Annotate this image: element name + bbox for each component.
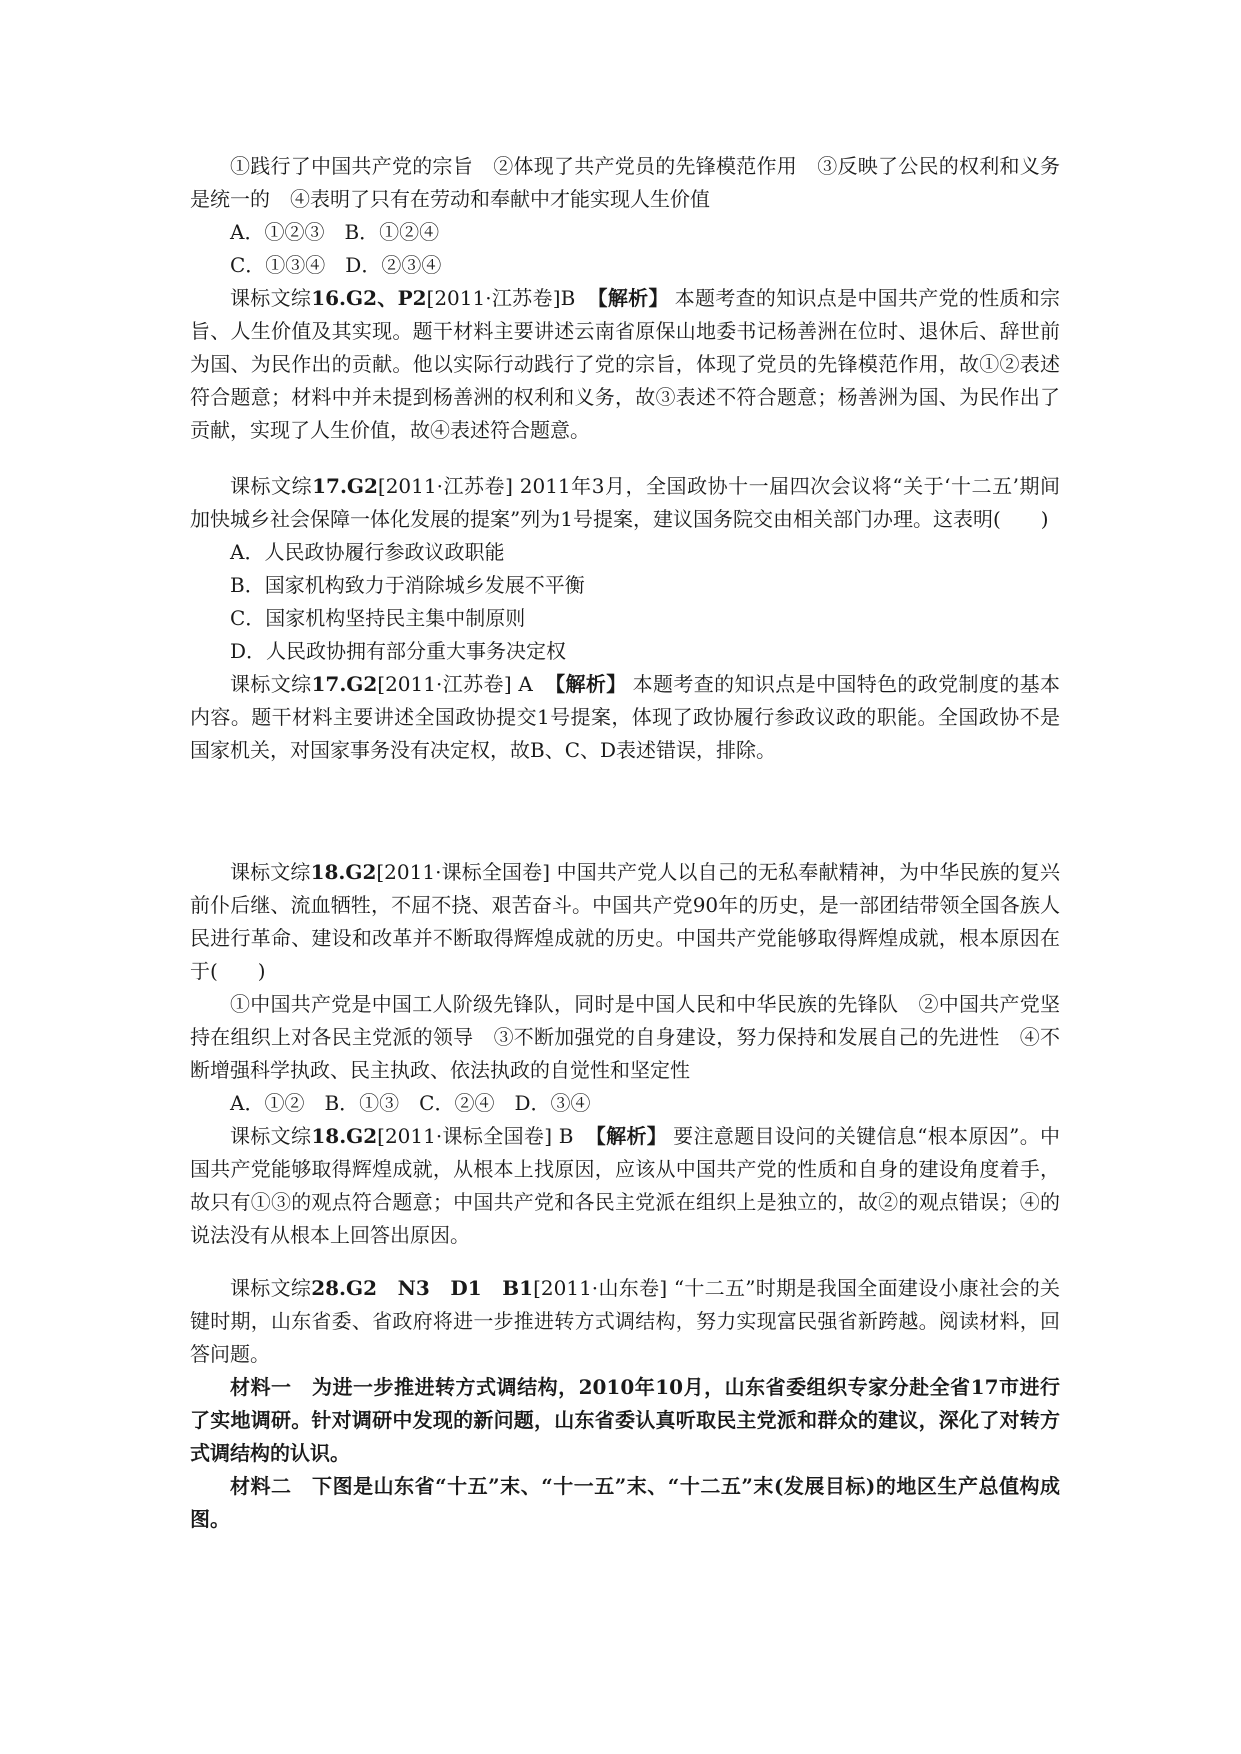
q18-stem [190,856,1060,988]
q16-answer-code: 16.G2 [311,286,377,310]
q17-option-a: A．人民政协履行参政议政职能 [230,540,505,564]
q16-options: ①践行了中国共产党的宗旨 ②体现了共产党员的先锋模范作用 ③反映了公民的权利和义务是统一的 ④表明了只有在劳动和奉献中才能实现人生价值 [190,154,1060,211]
q17-answer-prefix: 课标文综 [230,672,312,696]
q17-code: 17.G2 [312,474,378,498]
q16-answer-source: [2011·江苏卷]B [426,286,576,310]
q17-prefix: 课标文综 [230,474,313,498]
q28-material-2: 材料二 下图是山东省“十五”末、“十一五”末、“十二五”末(发展目标)的地区生产总值构成图。 [190,1474,1060,1531]
q17-option-d: D．人民政协拥有部分重大事务决定权 [230,639,567,663]
q18-stem-text: [2011·课标全国卷] 中国共产党人以自己的无私奉献精神，为中华民族的复兴前仆后继、流血牺牲，不屈不挠、艰苦奋斗。中国共产党90年的历史，是一部团结带领全国各族人民进行革命、建设和改革并不断取得辉煌成就的历史。中国共产党能够取得辉煌成就，根本原因在于( ) [190,860,1061,983]
q18-answer-source: [2011·课标全国卷] B [377,1124,574,1148]
q16-jiexi-label: 【解析】 [587,286,669,310]
q18-jiexi-label: 【解析】 [585,1124,668,1148]
q18-answer-text: 要注意题目设问的关键信息“根本原因”。中国共产党能够取得辉煌成就，从根本上找原因，应该从中国共产党的性质和自身的建设角度着手，故只有①③的观点符合题意；中国共产党和各民主党派在组织上是独立的，故②的观点错误；④的说法没有从根本上回答出原因。 [190,1124,1061,1247]
q17-answer [190,668,1060,767]
q16-answer-code2: 、P2 [376,286,427,310]
q28-stem [190,1272,1060,1371]
q17-answer-text: 本题考查的知识点是中国特色的政党制度的基本内容。题干材料主要讲述全国政协提交1号提案，体现了政协履行参政议政的职能。全国政协不是国家机关，对国家事务没有决定权，故B、C、D表述错误，排除。 [190,672,1061,762]
q28-prefix: 课标文综 [230,1276,312,1300]
q16-answer-prefix: 课标文综 [230,286,312,310]
q28-material-1: 材料一 为进一步推进转方式调结构，2010年10月，山东省委组织专家分赴全省17市进行了实地调研。针对调研中发现的新问题，山东省委认真听取民主党派和群众的建议，深化了对转方式调结构的认识。 [190,1375,1060,1465]
q17-stem-text: [2011·江苏卷] 2011年3月，全国政协十一届四次会议将“关于‘十二五’期间加快城乡社会保障一体化发展的提案”列为1号提案，建议国务院交由相关部门办理。这表明( ) [190,474,1061,531]
q18-code: 18.G2 [310,860,377,884]
question-16-section [190,150,1060,447]
q28-code: 28.G2 N3 D1 B1 [311,1276,534,1300]
q18-options: ①中国共产党是中国工人阶级先锋队，同时是中国人民和中华民族的先锋队 ②中国共产党坚持在组织上对各民主党派的领导 ③不断加强党的自身建设，努力保持和发展自己的先进性 ④不断增强科学执政、民主执政、依法执政的自觉性和坚定性 [190,992,1060,1082]
q17-jiexi-label: 【解析】 [544,672,627,696]
q18-answer-prefix: 课标文综 [230,1124,312,1148]
q18-choices: A．①② B．①③ C．②④ D．③④ [230,1091,591,1115]
q17-answer-code: 17.G2 [311,672,378,696]
q18-answer [190,1120,1060,1252]
question-18-section [190,856,1060,1252]
q16-answer-text: 本题考查的知识点是中国共产党的性质和宗旨、人生价值及其实现。题干材料主要讲述云南省原保山地委书记杨善洲在位时、退休后、辞世前为国、为民作出的贡献。他以实际行动践行了党的宗旨，体现了党员的先锋模范作用，故①②表述符合题意；材料中并未提到杨善洲的权利和义务，故③表述不符合题意；杨善洲为国、为民作出了贡献，实现了人生价值，故④表述符合题意。 [190,286,1061,442]
question-17-section [190,470,1060,767]
question-28-section [190,1272,1060,1536]
q17-stem [190,470,1060,536]
q18-prefix: 课标文综 [230,860,311,884]
q16-choices-cd: C．①③④ D．②③④ [230,253,442,277]
q18-answer-code: 18.G2 [311,1124,378,1148]
q28-stem-text: [2011·山东卷] “十二五”时期是我国全面建设小康社会的关键时期，山东省委、省政府将进一步推进转方式调结构，努力实现富民强省新跨越。阅读材料，回答问题。 [190,1276,1061,1366]
q17-option-c: C．国家机构坚持民主集中制原则 [230,606,526,630]
q16-choices-ab: A．①②③ B．①②④ [230,220,440,244]
q17-option-b: B．国家机构致力于消除城乡发展不平衡 [230,573,585,597]
q16-answer [190,282,1060,447]
q17-answer-source: [2011·江苏卷] A [377,672,533,696]
